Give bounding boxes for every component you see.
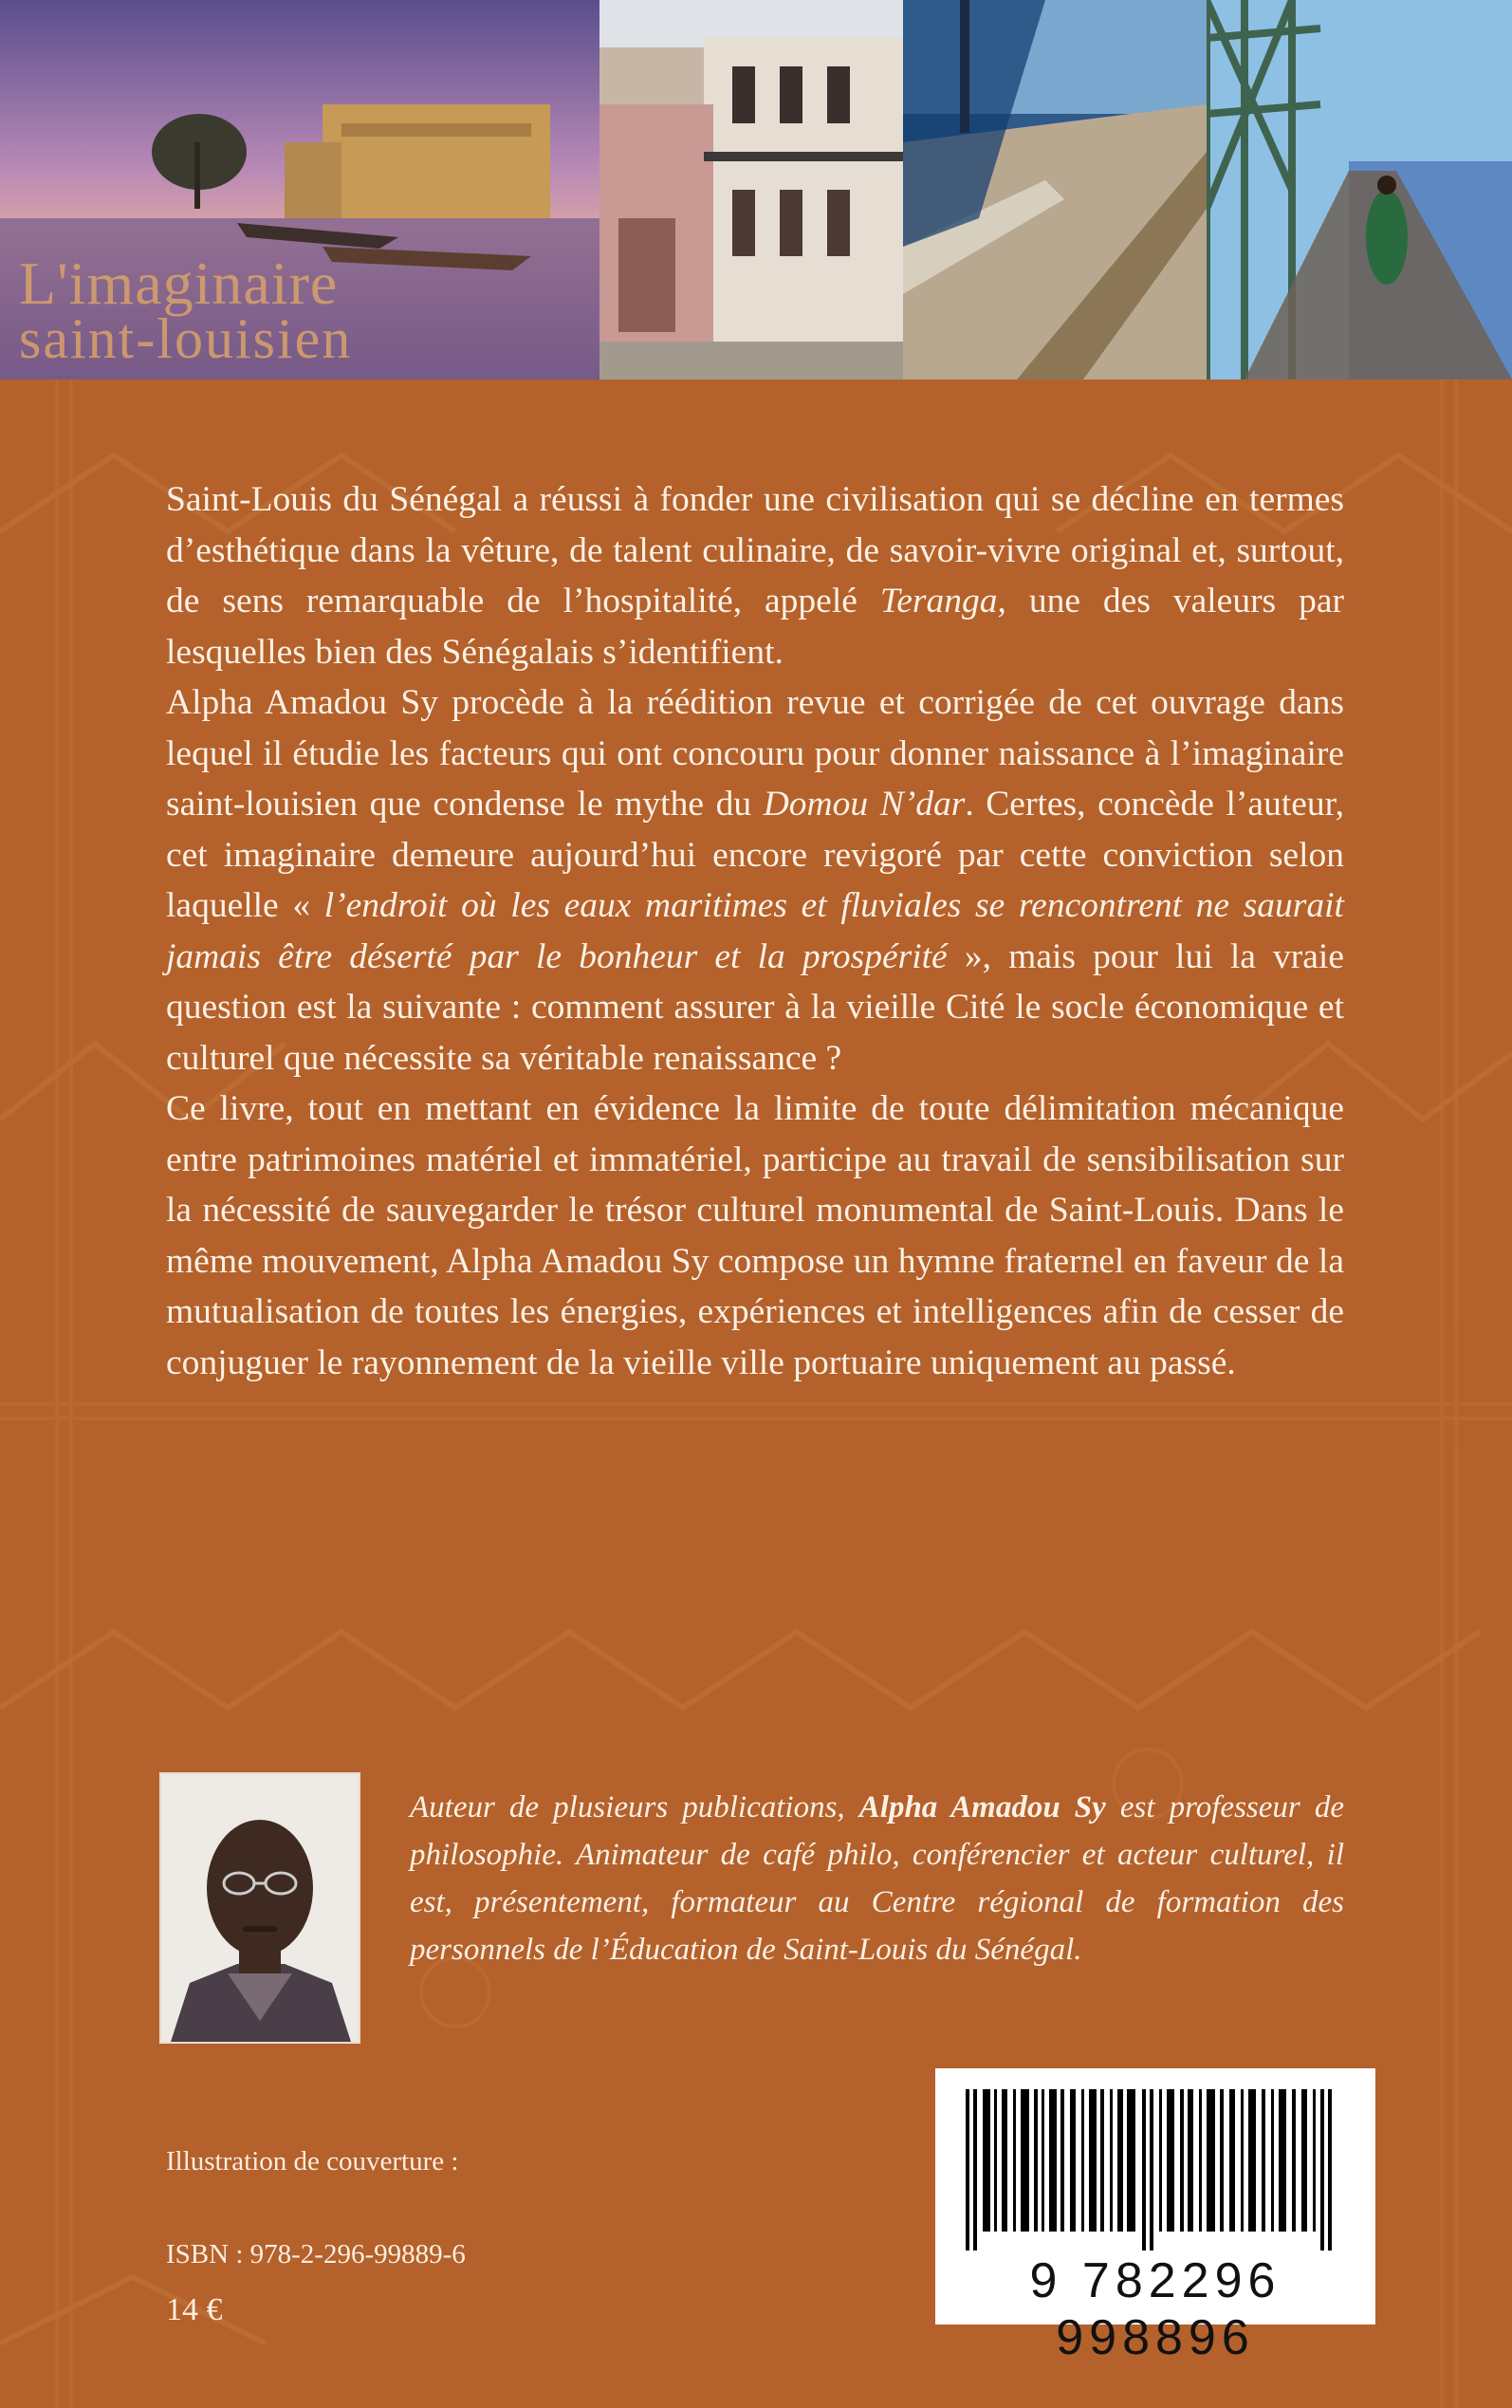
barcode	[935, 2068, 1375, 2365]
illustration-credit: Illustration de couverture :	[166, 2146, 459, 2176]
barcode-bars	[939, 2072, 1372, 2252]
cover-title-overlay	[19, 250, 353, 370]
author-name: Alpha Amadou Sy	[858, 1790, 1106, 1825]
overlay-title-line1: L'imaginaire	[19, 250, 339, 317]
description	[166, 474, 1344, 1388]
isbn: ISBN : 978-2-296-99889-6	[166, 2239, 466, 2269]
aerial-city-photo	[903, 0, 1207, 380]
author-bio: Auteur de plusieurs publications, Alpha Amadou Sy est professeur de philosophie. Animateur de café philo, conférencier et acteur culturel, il est, présentement, formateur au Centre régional de formation des personnels de l’Éducation de Saint-Louis du Sénégal.	[410, 1790, 1344, 1967]
overlay-title-line2: saint-louisien	[19, 307, 353, 370]
colonial-house-photo	[599, 0, 903, 380]
paragraph-1: Saint-Louis du Sénégal a réussi à fonder une civilisation qui se décline en termes d’esthétique dans la vêture, de talent culinaire, de savoir-vivre original et, surtout, de sens remarquable de l’hospitalité, appelé Teranga, une des valeurs par lesquelles bien des Sénégalais s’identifient.	[166, 480, 1344, 672]
price: 14 €	[166, 2292, 223, 2327]
paragraph-2: Alpha Amadou Sy procède à la réédition revue et corrigée de cet ouvrage dans lequel il étudie les facteurs qui ont concouru pour donner naissance à l’imaginaire saint-louisien que condense le mythe du Domou N’dar. Certes, concède l’auteur, cet imaginaire demeure aujourd’hui encore revigoré par cette conviction selon laquelle « l’endroit où les eaux maritimes et fluviales se rencontrent ne saurait jamais être déserté par le bonheur et la prospérité », mais pour lui la vraie question est la suivante : comment assurer à la vieille Cité le socle économique et culturel que nécessite sa véritable renaissance ?	[166, 683, 1344, 1078]
photo-strip	[0, 0, 1512, 380]
author-photo	[159, 1772, 360, 2044]
bridge-photo	[1207, 0, 1512, 380]
paragraph-3: Ce livre, tout en mettant en évidence la limite de toute délimitation mécanique entre patrimoines matériel et immatériel, participe au travail de sensibilisation sur la nécessité de sauvegarder le trésor culturel monumental de Saint-Louis. Dans le même mouvement, Alpha Amadou Sy compose un hymne fraternel en faveur de la mutualisation de toutes les énergies, expériences et intelligences afin de cesser de conjuguer le rayonnement de la vieille ville portuaire uniquement au passé.	[166, 1089, 1344, 1382]
barcode-number: 9 782296 998896	[1029, 2253, 1282, 2365]
